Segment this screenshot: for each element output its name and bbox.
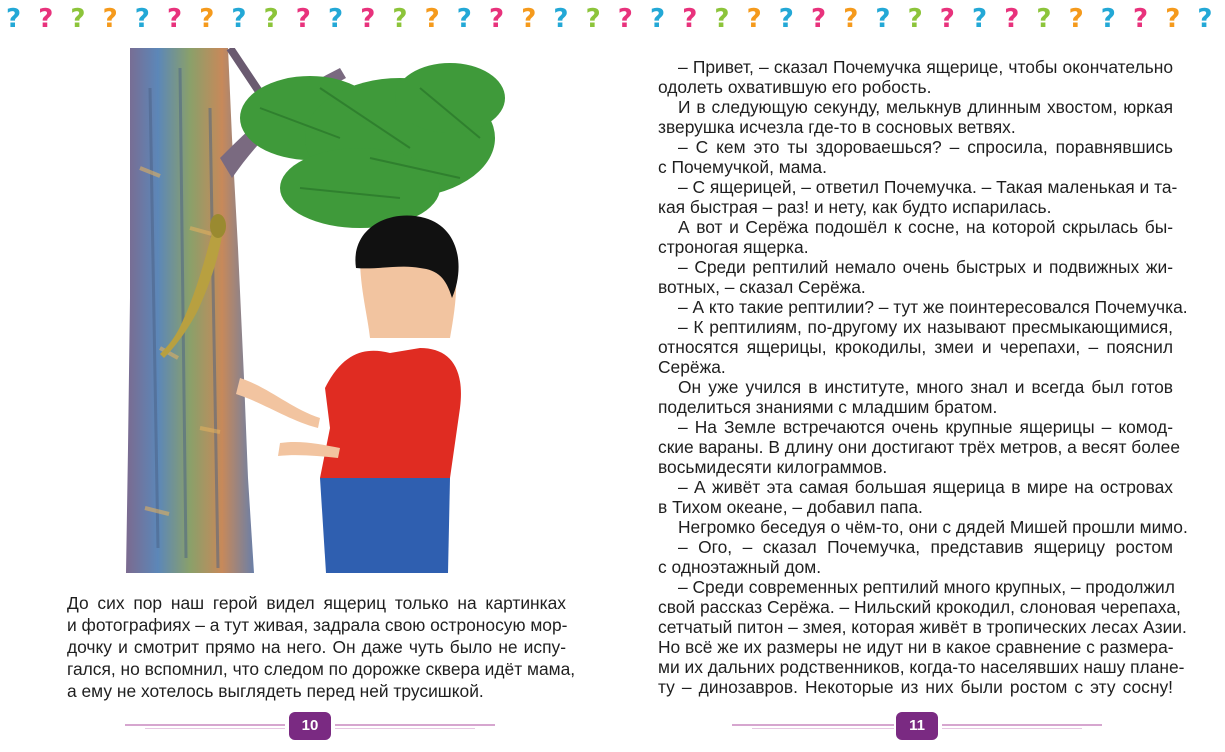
- question-mark-icon: ?: [70, 4, 86, 34]
- text-line: – Ого, – сказал Почемучка, представив ящерицу ростом: [678, 537, 1173, 557]
- footer-rule: [145, 728, 285, 729]
- text-line: в Тихом океане, – добавил папа.: [658, 497, 923, 517]
- footer-rule: [335, 724, 495, 726]
- text-line: – А кто такие рептилии? – тут же поинтересовался Почемучка.: [678, 297, 1188, 317]
- question-mark-icon: ?: [585, 4, 601, 34]
- text-line: – Привет, – сказал Почемучка ящерице, чтобы окончательно: [678, 57, 1173, 77]
- text-line: Но всё же их размеры не идут ни в какое сравнение с размера-: [658, 637, 1174, 657]
- text-line: – Среди современных рептилий много крупных, – продолжил: [678, 577, 1175, 597]
- question-mark-icon: ?: [553, 4, 569, 34]
- text-line: А вот и Серёжа подошёл к сосне, на которой скрылась бы-: [678, 217, 1173, 237]
- question-mark-icon: ?: [295, 4, 311, 34]
- question-mark-icon: ?: [746, 4, 762, 34]
- text-line: вотных, – сказал Серёжа.: [658, 277, 866, 297]
- text-line: поделиться знаниями с младшим братом.: [658, 397, 998, 417]
- question-mark-icon: ?: [134, 4, 150, 34]
- question-mark-icon: ?: [617, 4, 633, 34]
- question-mark-icon: ?: [456, 4, 472, 34]
- question-mark-icon: ?: [38, 4, 54, 34]
- question-mark-icon: ?: [778, 4, 794, 34]
- pine-needles: [240, 63, 505, 228]
- footer-rule: [942, 724, 1102, 726]
- text-line: ские вараны. В длину они достигают трёх метров, а весят более: [658, 437, 1180, 457]
- page-number: 11: [896, 712, 938, 740]
- footer-rule: [125, 724, 285, 726]
- text-line: – На Земле встречаются очень крупные ящерицы – комод-: [678, 417, 1173, 437]
- footer-rule: [335, 728, 475, 729]
- question-mark-icon: ?: [650, 4, 666, 34]
- question-mark-icon: ?: [1133, 4, 1149, 34]
- question-mark-icon: ?: [489, 4, 505, 34]
- text-line: восьмидесяти килограммов.: [658, 457, 888, 477]
- text-line: И в следующую секунду, мелькнув длинным хвостом, юркая: [678, 97, 1173, 117]
- text-line: кая быстрая – раз! и нету, как будто испарилась.: [658, 197, 1052, 217]
- text-line: с одноэтажный дом.: [658, 557, 822, 577]
- text-line: с Почемучкой, мама.: [658, 157, 827, 177]
- text-line: относятся ящерицы, крокодилы, змеи и черепахи, – пояснил: [658, 337, 1173, 357]
- question-mark-icon: ?: [875, 4, 891, 34]
- question-mark-icon: ?: [939, 4, 955, 34]
- question-mark-icon: ?: [1068, 4, 1084, 34]
- question-mark-icon: ?: [972, 4, 988, 34]
- text-line: До сих пор наш герой видел ящериц только на картинках: [67, 593, 566, 613]
- question-mark-icon: ?: [392, 4, 408, 34]
- question-mark-icon: ?: [360, 4, 376, 34]
- text-line: – А живёт эта самая большая ящерица в мире на островах: [678, 477, 1173, 497]
- question-mark-icon: ?: [102, 4, 118, 34]
- text-line: дочку и смотрит прямо на него. Он даже чуть было не испу-: [67, 637, 566, 657]
- question-mark-icon: ?: [424, 4, 440, 34]
- question-mark-icon: ?: [682, 4, 698, 34]
- text-line: ту – динозавров. Некоторые из них были ростом с эту сосну!: [658, 677, 1173, 697]
- question-mark-icon: ?: [907, 4, 923, 34]
- text-line: Он уже учился в институте, много знал и всегда был готов: [678, 377, 1173, 397]
- left-paragraph: [67, 592, 576, 702]
- text-line: Негромко беседуя о чём-то, они с дядей Мишей прошли мимо.: [678, 517, 1188, 537]
- question-mark-icon: ?: [263, 4, 279, 34]
- left-page-footer: [0, 712, 612, 742]
- question-mark-icon: ?: [1036, 4, 1052, 34]
- text-line: одолеть охватившую его робость.: [658, 77, 932, 97]
- text-line: – К рептилиям, по-другому их называют пресмыкающимися,: [678, 317, 1173, 337]
- text-line: гался, но вспомнил, что следом по дорожке сквера идёт мама,: [67, 659, 576, 679]
- question-mark-icon: ?: [167, 4, 183, 34]
- text-line: сетчатый питон – змея, которая живёт в тропических лесах Азии.: [658, 617, 1187, 637]
- text-line: Серёжа.: [658, 357, 726, 377]
- illustration-boy-tree-lizard: [120, 48, 510, 578]
- right-page-footer: [612, 712, 1225, 742]
- text-line: – Среди рептилий немало очень быстрых и подвижных жи-: [678, 257, 1173, 277]
- text-line: и фотографиях – а тут живая, задрала свою остроносую мор-: [67, 615, 568, 635]
- text-line: – С ящерицей, – ответил Почемучка. – Такая маленькая и та-: [678, 177, 1178, 197]
- question-mark-border: [0, 4, 1225, 38]
- boy: [236, 215, 461, 573]
- footer-rule: [732, 724, 894, 726]
- text-line: свой рассказ Серёжа. – Нильский крокодил, слоновая черепаха,: [658, 597, 1181, 617]
- question-mark-icon: ?: [843, 4, 859, 34]
- page-number: 10: [289, 712, 331, 740]
- text-line: – С кем это ты здороваешься? – спросила, поравнявшись: [678, 137, 1173, 157]
- right-page-text: [658, 57, 1188, 697]
- question-mark-icon: ?: [811, 4, 827, 34]
- question-mark-icon: ?: [231, 4, 247, 34]
- question-mark-icon: ?: [1197, 4, 1213, 34]
- question-mark-icon: ?: [328, 4, 344, 34]
- question-mark-icon: ?: [521, 4, 537, 34]
- footer-rule: [942, 728, 1082, 729]
- question-mark-icon: ?: [1165, 4, 1181, 34]
- question-mark-icon: ?: [199, 4, 215, 34]
- footer-rule: [752, 728, 894, 729]
- text-line: ми их дальних родственников, когда-то населявших нашу плане-: [658, 657, 1185, 677]
- question-mark-icon: ?: [1004, 4, 1020, 34]
- question-mark-icon: ?: [6, 4, 22, 34]
- text-line: зверушка исчезла где-то в сосновых ветвях.: [658, 117, 1016, 137]
- question-mark-icon: ?: [1100, 4, 1116, 34]
- text-line: а ему не хотелось выглядеть перед ней трусишкой.: [67, 681, 484, 701]
- text-line: строногая ящерка.: [658, 237, 809, 257]
- question-mark-icon: ?: [714, 4, 730, 34]
